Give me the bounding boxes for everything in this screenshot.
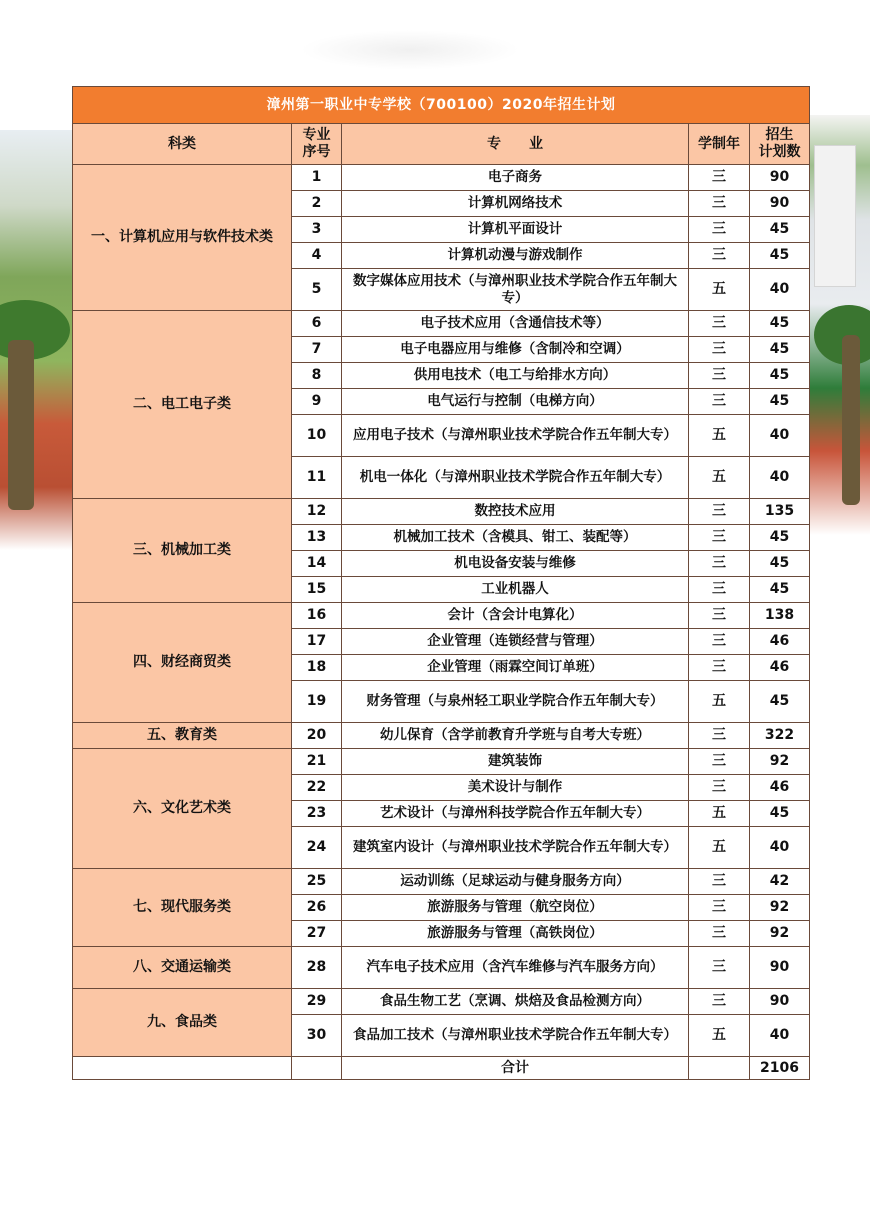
seq-cell: 1 bbox=[292, 165, 342, 191]
seq-cell: 22 bbox=[292, 775, 342, 801]
total-blank bbox=[689, 1057, 750, 1080]
header-category: 科类 bbox=[73, 124, 292, 165]
plan-count-cell: 45 bbox=[750, 311, 810, 337]
major-cell: 电子商务 bbox=[342, 165, 689, 191]
major-cell: 计算机网络技术 bbox=[342, 191, 689, 217]
plan-count-cell: 138 bbox=[750, 603, 810, 629]
header-duration: 学制年 bbox=[689, 124, 750, 165]
table-header-row bbox=[73, 124, 810, 165]
plan-count-cell: 45 bbox=[750, 801, 810, 827]
plan-count-cell: 40 bbox=[750, 415, 810, 457]
duration-cell: 五 bbox=[689, 681, 750, 723]
plan-count-cell: 92 bbox=[750, 895, 810, 921]
plan-count-cell: 45 bbox=[750, 525, 810, 551]
plan-count-cell: 40 bbox=[750, 269, 810, 311]
major-cell: 艺术设计（与漳州科技学院合作五年制大专） bbox=[342, 801, 689, 827]
plan-count-cell: 45 bbox=[750, 217, 810, 243]
major-cell: 企业管理（连锁经营与管理） bbox=[342, 629, 689, 655]
major-cell: 美术设计与制作 bbox=[342, 775, 689, 801]
major-cell: 运动训练（足球运动与健身服务方向） bbox=[342, 869, 689, 895]
plan-count-cell: 90 bbox=[750, 191, 810, 217]
plan-count-cell: 45 bbox=[750, 243, 810, 269]
table-row bbox=[73, 165, 810, 191]
table-row bbox=[73, 499, 810, 525]
table-row bbox=[73, 603, 810, 629]
seq-cell: 6 bbox=[292, 311, 342, 337]
major-cell: 数控技术应用 bbox=[342, 499, 689, 525]
major-cell: 会计（含会计电算化） bbox=[342, 603, 689, 629]
duration-cell: 三 bbox=[689, 311, 750, 337]
campus-photo-left bbox=[0, 130, 72, 550]
major-cell: 旅游服务与管理（高铁岗位） bbox=[342, 921, 689, 947]
seq-cell: 4 bbox=[292, 243, 342, 269]
seq-cell: 28 bbox=[292, 947, 342, 989]
duration-cell: 三 bbox=[689, 551, 750, 577]
table-body bbox=[73, 165, 810, 1057]
duration-cell: 三 bbox=[689, 869, 750, 895]
total-row bbox=[73, 1057, 810, 1080]
duration-cell: 三 bbox=[689, 655, 750, 681]
duration-cell: 五 bbox=[689, 827, 750, 869]
seq-cell: 9 bbox=[292, 389, 342, 415]
table-row bbox=[73, 749, 810, 775]
duration-cell: 三 bbox=[689, 989, 750, 1015]
category-cell: 一、计算机应用与软件技术类 bbox=[73, 165, 292, 311]
duration-cell: 三 bbox=[689, 947, 750, 989]
seq-cell: 10 bbox=[292, 415, 342, 457]
duration-cell: 三 bbox=[689, 389, 750, 415]
plan-count-cell: 92 bbox=[750, 921, 810, 947]
major-cell: 建筑装饰 bbox=[342, 749, 689, 775]
table-title-row bbox=[73, 87, 810, 124]
major-cell: 应用电子技术（与漳州职业技术学院合作五年制大专） bbox=[342, 415, 689, 457]
duration-cell: 五 bbox=[689, 269, 750, 311]
major-cell: 数字媒体应用技术（与漳州职业技术学院合作五年制大专） bbox=[342, 269, 689, 311]
duration-cell: 三 bbox=[689, 525, 750, 551]
decorative-cloud bbox=[300, 30, 520, 70]
seq-cell: 29 bbox=[292, 989, 342, 1015]
major-cell: 计算机平面设计 bbox=[342, 217, 689, 243]
seq-cell: 18 bbox=[292, 655, 342, 681]
seq-cell: 23 bbox=[292, 801, 342, 827]
plan-count-cell: 90 bbox=[750, 165, 810, 191]
plan-count-cell: 45 bbox=[750, 551, 810, 577]
duration-cell: 三 bbox=[689, 749, 750, 775]
seq-cell: 12 bbox=[292, 499, 342, 525]
duration-cell: 三 bbox=[689, 165, 750, 191]
major-cell: 工业机器人 bbox=[342, 577, 689, 603]
seq-cell: 25 bbox=[292, 869, 342, 895]
seq-cell: 20 bbox=[292, 723, 342, 749]
plan-count-cell: 90 bbox=[750, 947, 810, 989]
duration-cell: 三 bbox=[689, 895, 750, 921]
plan-count-cell: 45 bbox=[750, 363, 810, 389]
campus-photo-right bbox=[808, 115, 870, 535]
major-cell: 电子技术应用（含通信技术等） bbox=[342, 311, 689, 337]
seq-cell: 19 bbox=[292, 681, 342, 723]
duration-cell: 三 bbox=[689, 243, 750, 269]
seq-cell: 3 bbox=[292, 217, 342, 243]
seq-cell: 24 bbox=[292, 827, 342, 869]
major-cell: 建筑室内设计（与漳州职业技术学院合作五年制大专） bbox=[342, 827, 689, 869]
seq-cell: 26 bbox=[292, 895, 342, 921]
duration-cell: 五 bbox=[689, 415, 750, 457]
category-cell: 七、现代服务类 bbox=[73, 869, 292, 947]
plan-count-cell: 45 bbox=[750, 681, 810, 723]
seq-cell: 13 bbox=[292, 525, 342, 551]
plan-count-cell: 45 bbox=[750, 577, 810, 603]
major-cell: 电子电器应用与维修（含制冷和空调） bbox=[342, 337, 689, 363]
major-cell: 食品加工技术（与漳州职业技术学院合作五年制大专） bbox=[342, 1015, 689, 1057]
seq-cell: 7 bbox=[292, 337, 342, 363]
plan-count-cell: 135 bbox=[750, 499, 810, 525]
plan-count-cell: 40 bbox=[750, 1015, 810, 1057]
duration-cell: 五 bbox=[689, 801, 750, 827]
table-row bbox=[73, 947, 810, 989]
major-cell: 机械加工技术（含模具、钳工、装配等） bbox=[342, 525, 689, 551]
plan-count-cell: 45 bbox=[750, 389, 810, 415]
plan-count-cell: 42 bbox=[750, 869, 810, 895]
duration-cell: 三 bbox=[689, 577, 750, 603]
seq-cell: 30 bbox=[292, 1015, 342, 1057]
category-cell: 九、食品类 bbox=[73, 989, 292, 1057]
duration-cell: 三 bbox=[689, 217, 750, 243]
category-cell: 五、教育类 bbox=[73, 723, 292, 749]
seq-cell: 21 bbox=[292, 749, 342, 775]
duration-cell: 三 bbox=[689, 629, 750, 655]
plan-count-cell: 40 bbox=[750, 457, 810, 499]
major-cell: 食品生物工艺（烹调、烘焙及食品检测方向） bbox=[342, 989, 689, 1015]
seq-cell: 17 bbox=[292, 629, 342, 655]
palm-trunk bbox=[8, 340, 34, 510]
plan-count-cell: 92 bbox=[750, 749, 810, 775]
duration-cell: 五 bbox=[689, 457, 750, 499]
major-cell: 幼儿保育（含学前教育升学班与自考大专班） bbox=[342, 723, 689, 749]
seq-cell: 16 bbox=[292, 603, 342, 629]
major-cell: 旅游服务与管理（航空岗位） bbox=[342, 895, 689, 921]
duration-cell: 三 bbox=[689, 499, 750, 525]
duration-cell: 三 bbox=[689, 363, 750, 389]
table-row bbox=[73, 311, 810, 337]
major-cell: 计算机动漫与游戏制作 bbox=[342, 243, 689, 269]
category-cell: 三、机械加工类 bbox=[73, 499, 292, 603]
header-seq: 专业 序号 bbox=[292, 124, 342, 165]
duration-cell: 三 bbox=[689, 337, 750, 363]
total-count: 2106 bbox=[750, 1057, 810, 1080]
building-icon bbox=[814, 145, 856, 287]
palm-trunk bbox=[842, 335, 860, 505]
major-cell: 供用电技术（电工与给排水方向） bbox=[342, 363, 689, 389]
seq-cell: 8 bbox=[292, 363, 342, 389]
category-cell: 二、电工电子类 bbox=[73, 311, 292, 499]
major-cell: 汽车电子技术应用（含汽车维修与汽车服务方向） bbox=[342, 947, 689, 989]
duration-cell: 三 bbox=[689, 191, 750, 217]
seq-cell: 14 bbox=[292, 551, 342, 577]
header-plan-count: 招生 计划数 bbox=[750, 124, 810, 165]
seq-cell: 27 bbox=[292, 921, 342, 947]
plan-count-cell: 40 bbox=[750, 827, 810, 869]
duration-cell: 三 bbox=[689, 723, 750, 749]
plan-count-cell: 46 bbox=[750, 775, 810, 801]
plan-count-cell: 46 bbox=[750, 655, 810, 681]
table-row bbox=[73, 989, 810, 1015]
category-cell: 六、文化艺术类 bbox=[73, 749, 292, 869]
table-row bbox=[73, 869, 810, 895]
seq-cell: 15 bbox=[292, 577, 342, 603]
plan-count-cell: 45 bbox=[750, 337, 810, 363]
total-blank bbox=[73, 1057, 292, 1080]
duration-cell: 五 bbox=[689, 1015, 750, 1057]
total-label: 合计 bbox=[342, 1057, 689, 1080]
major-cell: 机电设备安装与维修 bbox=[342, 551, 689, 577]
duration-cell: 三 bbox=[689, 775, 750, 801]
plan-count-cell: 90 bbox=[750, 989, 810, 1015]
major-cell: 企业管理（雨霖空间订单班） bbox=[342, 655, 689, 681]
duration-cell: 三 bbox=[689, 603, 750, 629]
major-cell: 财务管理（与泉州轻工职业学院合作五年制大专） bbox=[342, 681, 689, 723]
duration-cell: 三 bbox=[689, 921, 750, 947]
seq-cell: 5 bbox=[292, 269, 342, 311]
seq-cell: 11 bbox=[292, 457, 342, 499]
plan-count-cell: 46 bbox=[750, 629, 810, 655]
major-cell: 电气运行与控制（电梯方向） bbox=[342, 389, 689, 415]
enrollment-plan-table bbox=[72, 86, 810, 1080]
category-cell: 四、财经商贸类 bbox=[73, 603, 292, 723]
plan-count-cell: 322 bbox=[750, 723, 810, 749]
major-cell: 机电一体化（与漳州职业技术学院合作五年制大专） bbox=[342, 457, 689, 499]
header-major: 专 业 bbox=[342, 124, 689, 165]
total-blank bbox=[292, 1057, 342, 1080]
table-title: 漳州第一职业中专学校（700100）2020年招生计划 bbox=[73, 87, 810, 124]
category-cell: 八、交通运输类 bbox=[73, 947, 292, 989]
seq-cell: 2 bbox=[292, 191, 342, 217]
table-row bbox=[73, 723, 810, 749]
